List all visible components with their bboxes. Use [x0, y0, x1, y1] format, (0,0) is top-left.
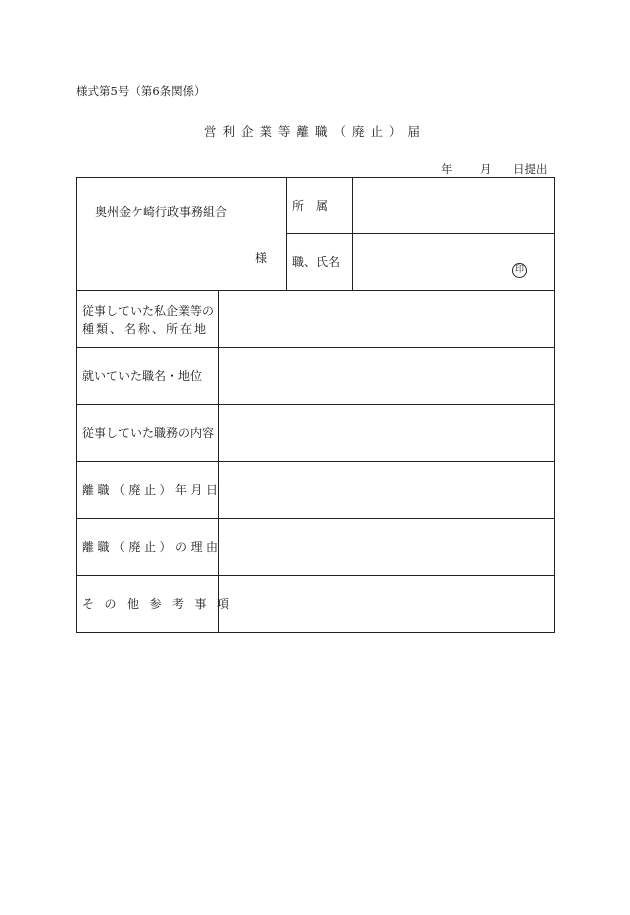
date-year-label: 年	[441, 162, 453, 176]
form-number: 様式第5号（第6条関係）	[76, 84, 206, 98]
row-label-employer-line2: 種類、名称、所在地	[82, 322, 209, 336]
row-line	[76, 347, 555, 348]
row-label-duties: 従事していた職務の内容	[82, 426, 215, 440]
row-value-other-notes[interactable]	[224, 577, 550, 629]
header-mid-line	[286, 233, 555, 234]
row-value-duties[interactable]	[224, 406, 550, 458]
row-line	[76, 404, 555, 405]
honorific: 様	[255, 251, 268, 265]
header-label-divider	[352, 177, 353, 291]
row-label-other-notes: その他参考事項	[82, 597, 240, 611]
row-line	[76, 575, 555, 576]
affiliation-field[interactable]	[360, 197, 548, 227]
row-line	[76, 461, 555, 462]
label-column-divider	[218, 290, 219, 633]
header-divider	[286, 177, 287, 291]
affiliation-label: 所 属	[292, 199, 329, 213]
row-value-position-held[interactable]	[224, 349, 550, 401]
row-label-employer-line1: 従事していた私企業等の	[82, 304, 215, 318]
recipient-name: 奥州金ケ崎行政事務組合	[95, 205, 228, 219]
row-line	[76, 290, 555, 291]
date-month-label: 月	[480, 162, 492, 176]
position-name-field[interactable]	[360, 240, 500, 284]
row-label-position-held: 就いていた職名・地位	[82, 369, 203, 383]
position-name-label: 職、氏名	[292, 255, 341, 269]
document-title: 営利企業等離職（廃止）届	[203, 124, 426, 139]
row-value-separation-reason[interactable]	[224, 520, 550, 572]
row-line	[76, 518, 555, 519]
row-label-separation-reason: 離職（廃止）の理由	[82, 540, 222, 554]
row-value-separation-date[interactable]	[224, 463, 550, 515]
row-label-separation-date: 離職（廃止）年月日	[82, 483, 222, 497]
date-day-submitted-label: 日提出	[513, 162, 548, 176]
row-value-employer[interactable]	[224, 292, 550, 344]
seal-mark: 印	[512, 263, 527, 278]
